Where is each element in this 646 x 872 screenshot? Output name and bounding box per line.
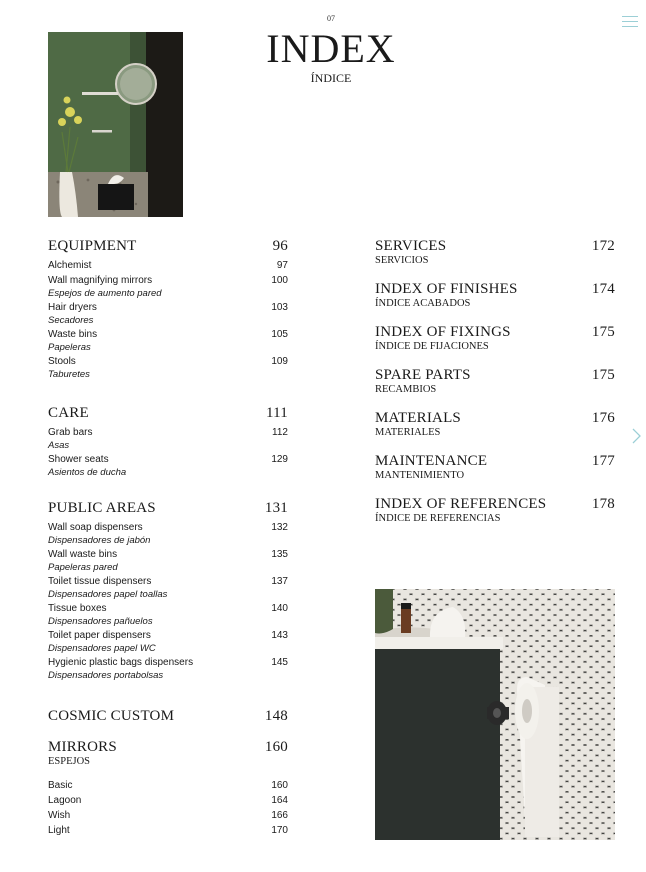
item-page: 145 <box>271 657 288 668</box>
item-page: 97 <box>276 260 288 271</box>
section-page: 148 <box>264 708 288 724</box>
list-item[interactable] <box>48 521 288 547</box>
hamburger-menu-icon[interactable] <box>622 16 638 30</box>
section-subtitle: ESPEJOS <box>48 756 91 767</box>
item-name: Hygienic plastic bags dispensers <box>48 657 194 668</box>
section-page: 96 <box>272 238 288 254</box>
item-name: Stools <box>48 356 76 367</box>
page-number: 07 <box>327 14 335 23</box>
item-name: Hair dryers <box>48 302 97 313</box>
section-cosmic-custom <box>48 707 288 725</box>
item-name: Tissue boxes <box>48 603 107 614</box>
item-name: Shower seats <box>48 454 109 465</box>
list-item[interactable] <box>48 656 288 682</box>
item-page: 137 <box>271 576 288 587</box>
list-item[interactable] <box>48 453 288 479</box>
item-name-es: Dispensadores de jabón <box>48 535 151 546</box>
section-title: INDEX OF REFERENCES <box>375 496 547 512</box>
list-item[interactable] <box>48 575 288 601</box>
section-page: 176 <box>591 410 615 426</box>
page-title: INDEX <box>266 26 396 71</box>
section-title: PUBLIC AREAS <box>48 500 156 516</box>
section-title: SPARE PARTS <box>375 367 471 383</box>
section-services[interactable] <box>375 237 615 267</box>
section-maintenance[interactable] <box>375 452 615 482</box>
public-areas-heading[interactable] <box>48 499 288 517</box>
item-name-es: Dispensadores papel toallas <box>48 589 168 600</box>
item-name: Wall soap dispensers <box>48 522 143 533</box>
section-title: INDEX OF FIXINGS <box>375 324 511 340</box>
item-page: 143 <box>271 630 288 641</box>
item-name: Wall waste bins <box>48 549 118 560</box>
item-name-es: Papeleras pared <box>48 562 118 573</box>
section-page: 111 <box>266 405 288 421</box>
list-item[interactable] <box>48 602 288 628</box>
section-page: 178 <box>591 496 615 512</box>
item-name-es: Espejos de aumento pared <box>48 288 162 299</box>
item-name-es: Asas <box>48 440 70 451</box>
item-page: 135 <box>271 549 288 560</box>
item-name-es: Dispensadores papel WC <box>48 643 156 654</box>
mirrors-heading[interactable] <box>48 738 288 756</box>
equipment-heading[interactable] <box>48 237 288 255</box>
section-page: 160 <box>264 739 288 755</box>
section-index-of-finishes[interactable] <box>375 280 615 310</box>
section-materials[interactable] <box>375 409 615 439</box>
item-name-es: Dispensadores portabolsas <box>48 670 164 681</box>
section-subtitle: MANTENIMIENTO <box>375 470 465 481</box>
section-subtitle: RECAMBIOS <box>375 384 437 395</box>
list-item[interactable] <box>48 426 288 452</box>
item-name-es: Dispensadores pañuelos <box>48 616 153 627</box>
section-title: SERVICES <box>375 238 447 254</box>
item-page: 100 <box>271 275 288 286</box>
section-equipment <box>48 237 288 382</box>
item-name: Basic <box>48 780 73 791</box>
chevron-right-icon[interactable] <box>630 427 644 445</box>
item-page: 112 <box>272 427 288 438</box>
cosmic-custom-heading[interactable] <box>48 707 288 725</box>
item-name-es: Asientos de ducha <box>48 467 127 478</box>
item-page: 103 <box>271 302 288 313</box>
care-heading[interactable] <box>48 404 288 422</box>
item-name-es: Secadores <box>48 315 94 326</box>
section-subtitle: MATERIALES <box>375 427 441 438</box>
item-page: 132 <box>271 522 288 533</box>
section-mirrors <box>48 738 288 838</box>
item-page: 129 <box>271 454 288 465</box>
item-page: 140 <box>271 603 288 614</box>
list-item[interactable] <box>48 793 288 808</box>
item-name: Waste bins <box>48 329 98 340</box>
toilet-paper-holder-photo <box>375 589 615 840</box>
bathroom-mirror-photo <box>48 32 183 217</box>
section-subtitle: ÍNDICE DE FIJACIONES <box>375 341 489 352</box>
item-name: Wall magnifying mirrors <box>48 275 153 286</box>
item-name-es: Papeleras <box>48 342 91 353</box>
section-public-areas <box>48 499 288 683</box>
item-page: 164 <box>271 795 288 806</box>
list-item[interactable] <box>48 823 288 838</box>
item-name: Alchemist <box>48 260 92 271</box>
section-subtitle: ÍNDICE DE REFERENCIAS <box>375 513 501 524</box>
list-item[interactable] <box>48 778 288 793</box>
section-page: 172 <box>591 238 615 254</box>
section-title: EQUIPMENT <box>48 238 137 254</box>
list-item[interactable] <box>48 629 288 655</box>
list-item[interactable] <box>48 808 288 823</box>
item-name: Grab bars <box>48 427 93 438</box>
item-name: Toilet paper dispensers <box>48 630 151 641</box>
section-index-of-references[interactable] <box>375 495 615 525</box>
section-subtitle: SERVICIOS <box>375 255 429 266</box>
section-title: MIRRORS <box>48 739 117 755</box>
list-item[interactable] <box>48 301 288 327</box>
section-care <box>48 404 288 480</box>
list-item[interactable] <box>48 259 288 273</box>
item-name: Lagoon <box>48 795 82 806</box>
item-page: 166 <box>271 810 288 821</box>
page-subtitle: ÍNDICE <box>310 71 352 85</box>
item-page: 109 <box>271 356 288 367</box>
section-page: 175 <box>591 367 615 383</box>
section-page: 131 <box>264 500 288 516</box>
section-page: 175 <box>591 324 615 340</box>
item-page: 170 <box>271 825 288 836</box>
item-name: Toilet tissue dispensers <box>48 576 152 587</box>
list-item[interactable] <box>48 274 288 300</box>
list-item[interactable] <box>48 328 288 354</box>
section-spare-parts[interactable] <box>375 366 615 396</box>
section-page: 174 <box>591 281 615 297</box>
list-item[interactable] <box>48 355 288 381</box>
section-title: COSMIC CUSTOM <box>48 708 175 724</box>
item-name: Light <box>48 825 70 836</box>
list-item[interactable] <box>48 548 288 574</box>
section-title: INDEX OF FINISHES <box>375 281 518 297</box>
section-title: CARE <box>48 405 89 421</box>
section-title: MAINTENANCE <box>375 453 488 469</box>
item-name-es: Taburetes <box>48 369 90 380</box>
section-title: MATERIALS <box>375 410 461 426</box>
item-page: 105 <box>271 329 288 340</box>
section-index-of-fixings[interactable] <box>375 323 615 353</box>
section-page: 177 <box>591 453 615 469</box>
item-page: 160 <box>271 780 288 791</box>
section-subtitle: ÍNDICE ACABADOS <box>375 298 471 309</box>
item-name: Wish <box>48 810 71 821</box>
